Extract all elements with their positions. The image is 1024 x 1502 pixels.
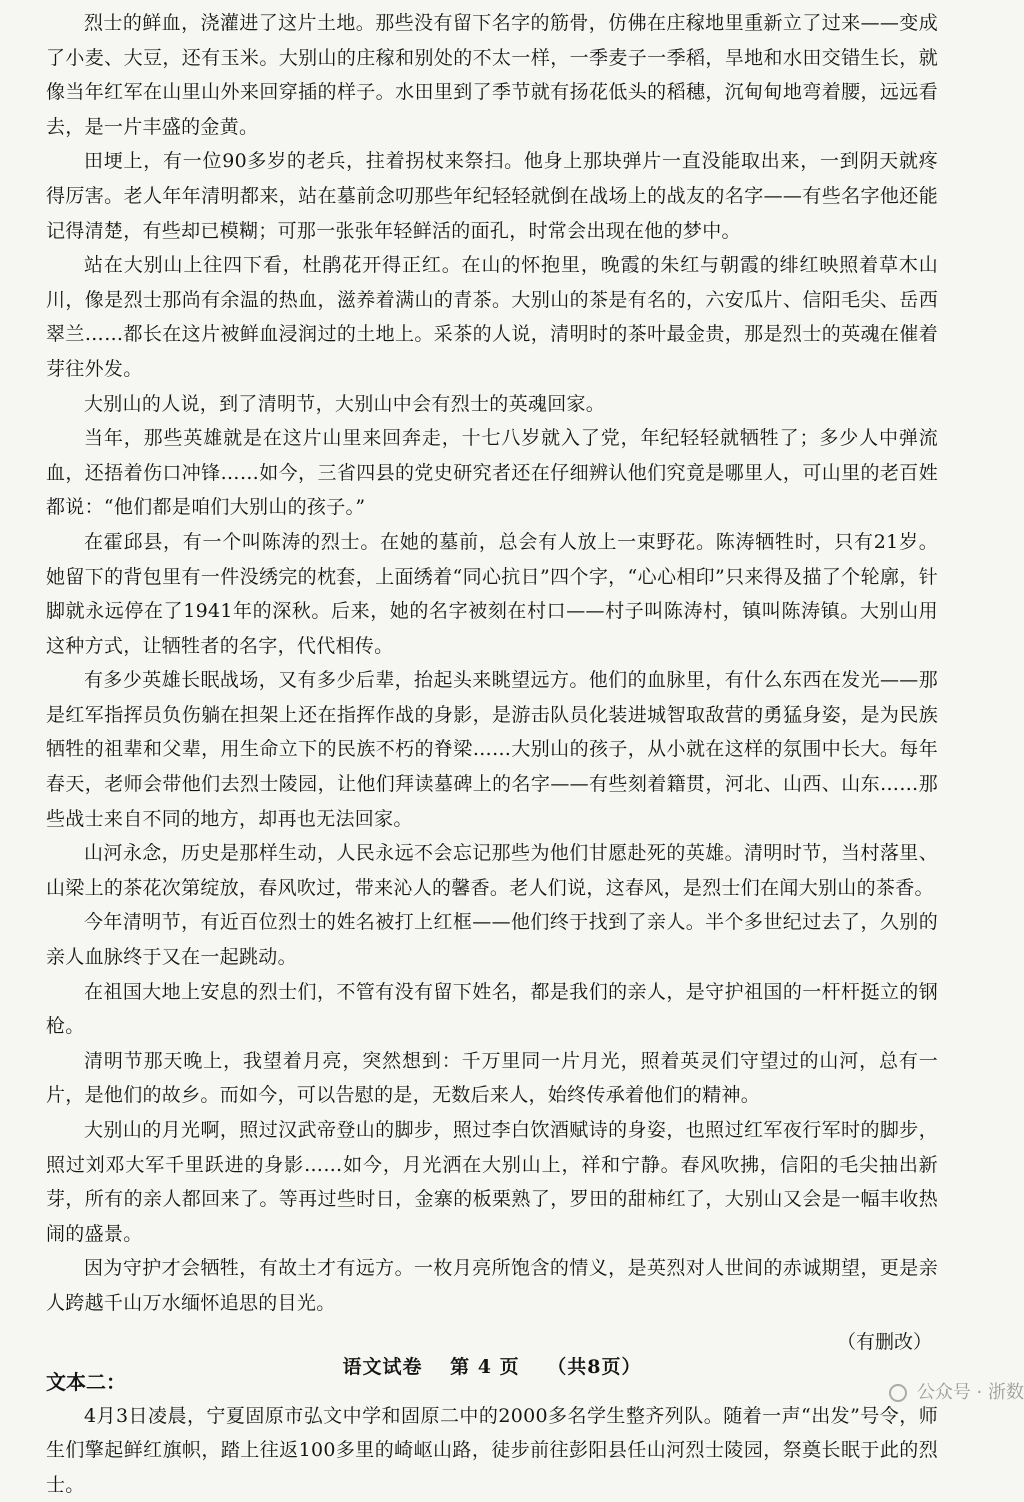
footer-total-pages: （共8页） bbox=[547, 1356, 642, 1378]
paragraph-8: 山河永念，历史是那样生动，人民永远不会忘记那些为他们甘愿赴死的英雄。清明时节，当村落里、山梁上的茶花次第绽放，春风吹过，带来沁人的馨香。老人们说，这春风，是烈士们在闻大别山的茶香。 bbox=[46, 842, 938, 899]
paragraph-7: 有多少英雄长眠战场，又有多少后辈，抬起头来眺望远方。他们的血脉里，有什么东西在发光——那是红军指挥员负伤躺在担架上还在指挥作战的身影，是游击队员化装进城智取敌营的勇猛身姿，是为民族牺牲的祖辈和父辈，用生命立下的民族不朽的脊梁……大别山的孩子，从小就在这样的氛围中长大。每年春天，老师会带他们去烈士陵园，让他们拜读墓碑上的名字——有些刻着籍贯，河北、山西、山东……那些战士来自不同的地方，却再也无法回家。 bbox=[46, 669, 938, 830]
section-2-paragraph: 4月3日凌晨，宁夏固原市弘文中学和固原二中的2000多名学生整齐列队。随着一声“出发”号令，师生们擎起鲜红旗帜，踏上往返100多里的崎岖山路，徒步前往彭阳县任山河烈士陵园，祭奠长眠于此的烈士。 bbox=[46, 1404, 938, 1496]
paragraph-1: 烈士的鲜血，浇灌进了这片土地。那些没有留下名字的筋骨，仿佛在庄稼地里重新立了过来——变成了小麦、大豆，还有玉米。大别山的庄稼和别处的不太一样，一季麦子一季稻，旱地和水田交错生长，就像当年红军在山里山外来回穿插的样子。水田里到了季节就有扬花低头的稻穗，沉甸甸地弯着腰，远远看去，是一片丰盛的金黄。 bbox=[46, 12, 938, 138]
paragraph-12: 大别山的月光啊，照过汉武帝登山的脚步，照过李白饮酒赋诗的身姿，也照过红军夜行军时的脚步，照过刘邓大军千里跃进的身影……如今，月光洒在大别山上，祥和宁静。春风吹拂，信阳的毛尖抽出新芽，所有的亲人都回来了。等再过些时日，金寨的板栗熟了，罗田的甜柿红了，大别山又会是一幅丰收热闹的盛景。 bbox=[46, 1119, 938, 1245]
section-2-title: 文本二： bbox=[46, 1369, 126, 1394]
watermark-text: 公众号 · 浙数 bbox=[916, 1382, 1024, 1403]
watermark bbox=[889, 1378, 1024, 1404]
paragraph-11: 清明节那天晚上，我望着月亮，突然想到：千万里同一片月光，照着英灵们守望过的山河，总有一片，是他们的故乡。而如今，可以告慰的是，无数后来人，始终传承着他们的精神。 bbox=[46, 1049, 938, 1107]
wechat-icon bbox=[889, 1384, 907, 1402]
footer-page-number: 第 4 页 bbox=[450, 1356, 520, 1378]
paragraph-9: 今年清明节，有近百位烈士的姓名被打上红框——他们终于找到了亲人。半个多世纪过去了，久别的亲人血脉终于又在一起跳动。 bbox=[46, 911, 938, 969]
page-footer bbox=[0, 1352, 984, 1379]
paragraph-6: 在霍邱县，有一个叫陈涛的烈士。在她的墓前，总会有人放上一束野花。陈涛牺牲时，只有21岁。她留下的背包里有一件没绣完的枕套，上面绣着“同心抗日”四个字，“心心相印”只来得及描了个轮廓，针脚就永远停在了1941年的深秋。后来，她的名字被刻在村口——村子叫陈涛村，镇叫陈涛镇。大别山用这种方式，让牺牲者的名字，代代相传。 bbox=[46, 530, 938, 657]
paragraph-2: 田埂上，有一位90多岁的老兵，拄着拐杖来祭扫。他身上那块弹片一直没能取出来，一到阴天就疼得厉害。老人年年清明都来，站在墓前念叨那些年纪轻轻就倒在战场上的战友的名字——有些名字他还能记得清楚，有些却已模糊；可那一张张年轻鲜活的面孔，时常会出现在他的梦中。 bbox=[46, 150, 938, 242]
article-body bbox=[46, 6, 938, 1502]
paragraph-3: 站在大别山上往四下看，杜鹃花开得正红。在山的怀抱里，晚霞的朱红与朝霞的绯红映照着草木山川，像是烈士那尚有余温的热血，滋养着满山的青茶。大别山的茶是有名的，六安瓜片、信阳毛尖、岳西翠兰……都长在这片被鲜血浸润过的土地上。采茶的人说，清明时的茶叶最金贵，那是烈士的英魂在催着芽往外发。 bbox=[46, 254, 938, 380]
paragraph-5: 当年，那些英雄就是在这片山里来回奔走，十七八岁就入了党，年纪轻轻就牺牲了；多少人中弹流血，还捂着伤口冲锋……如今，三省四县的党史研究者还在仔细辨认他们究竟是哪里人，可山里的老百姓都说：“他们都是咱们大别山的孩子。” bbox=[46, 427, 938, 519]
footer-subject: 语文试卷 bbox=[342, 1356, 423, 1378]
source-note: （有删改） bbox=[836, 1330, 932, 1353]
paragraph-13: 因为守护才会牺牲，有故土才有远方。一枚月亮所饱含的情义，是英烈对人世间的赤诚期望，更是亲人跨越千山万水缅怀追思的目光。 bbox=[46, 1257, 938, 1314]
paragraph-4: 大别山的人说，到了清明节，大别山中会有烈士的英魂回家。 bbox=[84, 392, 606, 415]
paragraph-10: 在祖国大地上安息的烈士们，不管有没有留下姓名，都是我们的亲人，是守护祖国的一杆杆挺立的钢枪。 bbox=[46, 980, 938, 1038]
